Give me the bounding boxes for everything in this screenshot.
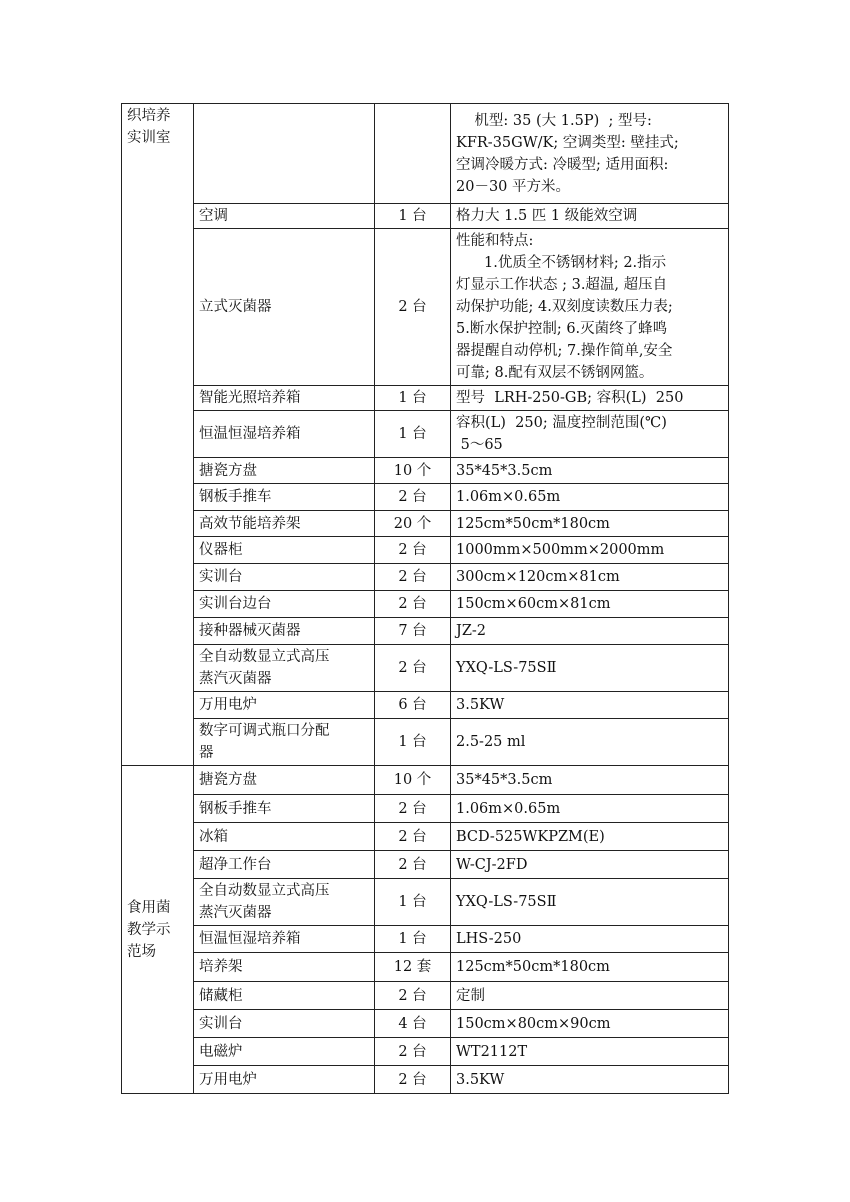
- spec-line: YXQ-LS-75SⅡ: [456, 894, 557, 910]
- equipment-table-body: [122, 104, 729, 1094]
- equipment-quantity: 7 台: [375, 618, 451, 645]
- spec-line: 性能和特点:: [456, 233, 534, 249]
- equipment-name: 实训台: [194, 1010, 375, 1038]
- equipment-spec: [451, 823, 729, 851]
- equipment-name: 储藏柜: [194, 982, 375, 1010]
- spec-line: 150cm×60cm×81cm: [456, 596, 611, 612]
- table-row: [122, 766, 729, 795]
- equipment-quantity: 10 个: [375, 458, 451, 484]
- equipment-quantity: 2 台: [375, 537, 451, 564]
- equipment-quantity: 2 台: [375, 982, 451, 1010]
- spec-line: 空调冷暖方式: 冷暖型; 适用面积:: [456, 156, 669, 173]
- equipment-spec: [451, 411, 729, 458]
- spec-line: 容积(L) 250; 温度控制范围(℃): [456, 415, 667, 431]
- equipment-name: 全自动数显立式高压 蒸汽灭菌器: [194, 645, 375, 692]
- table-row: [122, 104, 729, 204]
- equipment-spec: [451, 511, 729, 537]
- equipment-name: 高效节能培养架: [194, 511, 375, 537]
- equipment-spec: [451, 104, 729, 204]
- spec-line: 300cm×120cm×81cm: [456, 569, 620, 585]
- equipment-quantity: 1 台: [375, 879, 451, 926]
- equipment-name: 立式灭菌器: [194, 229, 375, 386]
- area-cell: 织培养 实训室: [122, 104, 194, 766]
- spec-line: 3.5KW: [456, 697, 505, 713]
- equipment-name: 空调: [194, 204, 375, 229]
- spec-line: 35*45*3.5cm: [456, 772, 553, 788]
- equipment-name: 实训台: [194, 564, 375, 591]
- equipment-spec: [451, 537, 729, 564]
- spec-line: 1.06m×0.65m: [456, 489, 561, 505]
- equipment-spec: [451, 692, 729, 719]
- equipment-spec: [451, 645, 729, 692]
- equipment-spec: [451, 484, 729, 511]
- equipment-quantity: 20 个: [375, 511, 451, 537]
- spec-line: BCD-525WKPZM(E): [456, 828, 605, 845]
- spec-line: JZ-2: [456, 623, 487, 639]
- equipment-spec: [451, 851, 729, 879]
- spec-line: 动保护功能; 4.双刻度读数压力表;: [456, 299, 673, 315]
- equipment-spec: [451, 564, 729, 591]
- equipment-quantity: 2 台: [375, 645, 451, 692]
- equipment-spec: [451, 953, 729, 982]
- spec-line: W-CJ-2FD: [456, 856, 528, 873]
- equipment-quantity: 2 台: [375, 591, 451, 618]
- spec-line: WT2112T: [456, 1043, 528, 1060]
- equipment-spec: [451, 879, 729, 926]
- equipment-name: 数字可调式瓶口分配 器: [194, 719, 375, 766]
- equipment-spec: [451, 766, 729, 795]
- equipment-quantity: 2 台: [375, 229, 451, 386]
- spec-line: 灯显示工作状态 ; 3.超温, 超压自: [456, 277, 668, 293]
- equipment-quantity: 2 台: [375, 823, 451, 851]
- equipment-spec: [451, 204, 729, 229]
- equipment-quantity: 1 台: [375, 719, 451, 766]
- equipment-name: 仪器柜: [194, 537, 375, 564]
- spec-line: 5.断水保护控制; 6.灭菌终了蜂鸣: [456, 321, 668, 337]
- spec-line: 20－30 平方米。: [456, 178, 571, 195]
- equipment-name: 智能光照培养箱: [194, 386, 375, 411]
- equipment-name: 搪瓷方盘: [194, 458, 375, 484]
- equipment-name: 钢板手推车: [194, 795, 375, 823]
- table-row: [122, 1038, 729, 1066]
- equipment-quantity: 2 台: [375, 484, 451, 511]
- equipment-quantity: 6 台: [375, 692, 451, 719]
- spec-line: 定制: [456, 987, 485, 1004]
- spec-line: 1.06m×0.65m: [456, 800, 561, 817]
- area-cell: 食用菌 教学示 范场: [122, 766, 194, 1094]
- equipment-name: 全自动数显立式高压 蒸汽灭菌器: [194, 879, 375, 926]
- equipment-quantity: 2 台: [375, 1066, 451, 1094]
- table-row: [122, 458, 729, 484]
- equipment-quantity: [375, 104, 451, 204]
- spec-line: 1000mm×500mm×2000mm: [456, 542, 665, 558]
- table-row: [122, 618, 729, 645]
- spec-line: KFR-35GW/K; 空调类型: 壁挂式;: [456, 134, 679, 151]
- table-row: [122, 1066, 729, 1094]
- equipment-name: 接种器械灭菌器: [194, 618, 375, 645]
- table-row: [122, 229, 729, 386]
- table-row: [122, 537, 729, 564]
- equipment-name: 超净工作台: [194, 851, 375, 879]
- table-row: [122, 953, 729, 982]
- equipment-quantity: 2 台: [375, 564, 451, 591]
- equipment-spec: [451, 1010, 729, 1038]
- equipment-name: 冰箱: [194, 823, 375, 851]
- equipment-spec: [451, 795, 729, 823]
- equipment-quantity: 1 台: [375, 204, 451, 229]
- table-row: [122, 879, 729, 926]
- equipment-name: 培养架: [194, 953, 375, 982]
- spec-line: 150cm×80cm×90cm: [456, 1015, 611, 1032]
- table-row: [122, 851, 729, 879]
- spec-line: 机型: 35 (大 1.5P) ; 型号:: [456, 112, 652, 129]
- equipment-name: 钢板手推车: [194, 484, 375, 511]
- spec-line: 可靠; 8.配有双层不锈钢网篮。: [456, 365, 654, 381]
- equipment-spec: [451, 229, 729, 386]
- spec-line: 35*45*3.5cm: [456, 462, 553, 479]
- equipment-quantity: 4 台: [375, 1010, 451, 1038]
- equipment-name: 实训台边台: [194, 591, 375, 618]
- equipment-spec: [451, 719, 729, 766]
- table-row: [122, 484, 729, 511]
- equipment-quantity: 2 台: [375, 1038, 451, 1066]
- equipment-name: 万用电炉: [194, 1066, 375, 1094]
- spec-line: 125cm*50cm*180cm: [456, 959, 610, 975]
- spec-line: YXQ-LS-75SⅡ: [456, 660, 557, 676]
- equipment-quantity: 2 台: [375, 795, 451, 823]
- equipment-quantity: 12 套: [375, 953, 451, 982]
- equipment-quantity: 10 个: [375, 766, 451, 795]
- table-row: [122, 564, 729, 591]
- table-row: [122, 1010, 729, 1038]
- equipment-quantity: 1 台: [375, 411, 451, 458]
- spec-line: 型号 LRH-250-GB; 容积(L) 250: [456, 390, 684, 406]
- equipment-name: 恒温恒湿培养箱: [194, 411, 375, 458]
- spec-line: 5～65: [456, 437, 503, 453]
- spec-line: 3.5KW: [456, 1071, 505, 1088]
- equipment-spec: [451, 926, 729, 953]
- equipment-name: 电磁炉: [194, 1038, 375, 1066]
- table-row: [122, 795, 729, 823]
- table-row: [122, 411, 729, 458]
- spec-line: 格力大 1.5 匹 1 级能效空调: [456, 208, 638, 224]
- equipment-quantity: 1 台: [375, 926, 451, 953]
- equipment-name: 恒温恒湿培养箱: [194, 926, 375, 953]
- equipment-spec: [451, 1038, 729, 1066]
- table-row: [122, 719, 729, 766]
- table-row: [122, 823, 729, 851]
- equipment-name: [194, 104, 375, 204]
- equipment-spec: [451, 982, 729, 1010]
- equipment-name: 搪瓷方盘: [194, 766, 375, 795]
- spec-line: LHS-250: [456, 931, 522, 947]
- equipment-spec: [451, 386, 729, 411]
- equipment-spec: [451, 591, 729, 618]
- spec-line: 2.5-25 ml: [456, 734, 526, 750]
- spec-line: 器提醒自动停机; 7.操作简单,安全: [456, 343, 673, 359]
- table-row: [122, 982, 729, 1010]
- equipment-quantity: 2 台: [375, 851, 451, 879]
- table-row: [122, 204, 729, 229]
- table-row: [122, 591, 729, 618]
- table-row: [122, 511, 729, 537]
- table-row: [122, 926, 729, 953]
- equipment-spec: [451, 618, 729, 645]
- spec-line: 1.优质全不锈钢材料; 2.指示: [484, 255, 667, 271]
- equipment-name: 万用电炉: [194, 692, 375, 719]
- table-row: [122, 386, 729, 411]
- table-row: [122, 645, 729, 692]
- equipment-quantity: 1 台: [375, 386, 451, 411]
- spec-line: 125cm*50cm*180cm: [456, 515, 610, 532]
- equipment-spec: [451, 458, 729, 484]
- table-row: [122, 692, 729, 719]
- equipment-table: [121, 103, 729, 1094]
- equipment-spec: [451, 1066, 729, 1094]
